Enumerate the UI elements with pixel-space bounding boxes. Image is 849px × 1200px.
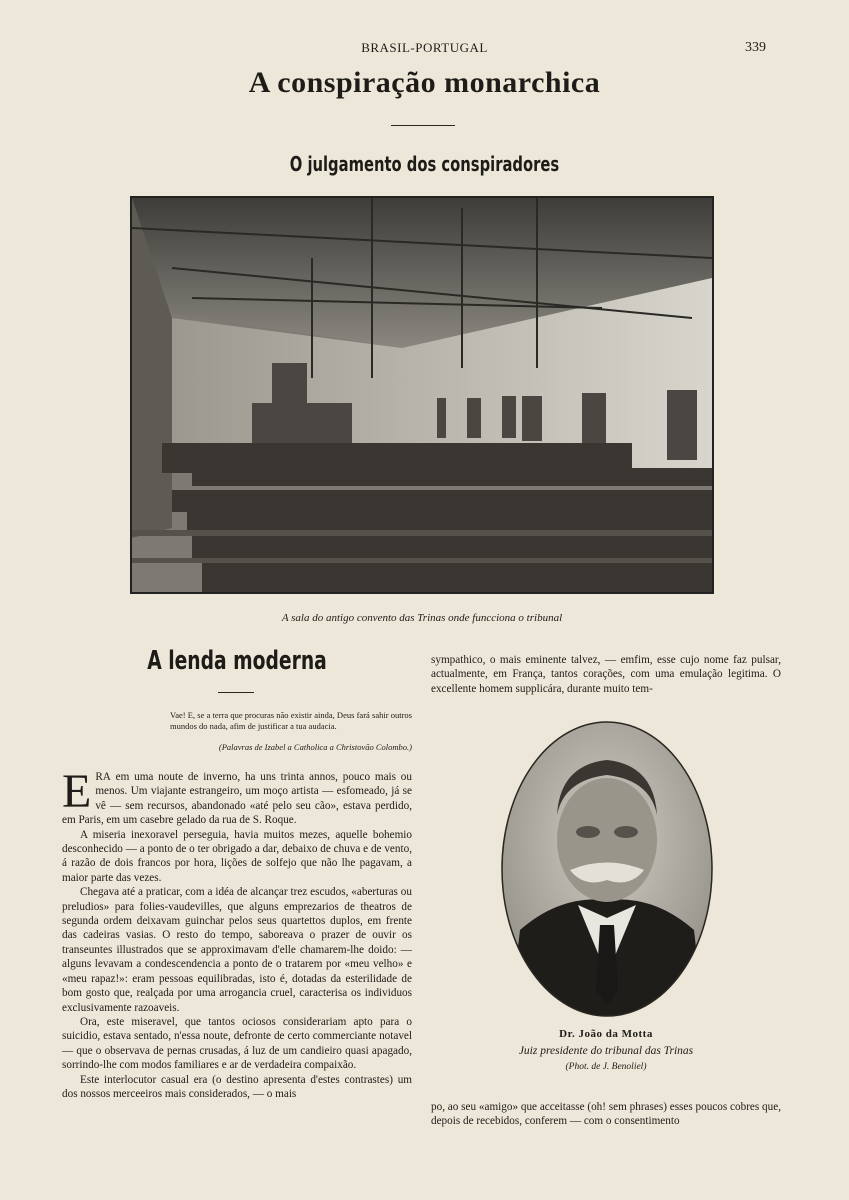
article-subtitle: O julgamento dos conspiradores — [289, 152, 560, 176]
paragraph-2: A miseria inexoravel perseguia, havia muitos mezes, aquelle bohemio desconhecido — a ponto de o ter obrigado a dar, debaixo de chuva e de vento, á razão de dois francos por hora, lições de solfejo que não lhe pagavam, a maior parte das vezes. — [62, 828, 412, 884]
title-divider — [391, 125, 455, 126]
article-body-right-top: sympathico, o mais eminente talvez, — emfim, esse cujo nome faz pulsar, actualmente, em França, tantos corações, com uma emulação legitima. O excellente homem supplicára, durante muito tem- — [431, 654, 781, 695]
epigraph: Vae! E, se a terra que procuras não existir ainda, Deus fará sahir outros mundos do nada, afim de justificar a tua audacia. — [170, 710, 412, 731]
paragraph-5: Este interlocutor casual era (o destino apresenta d'estes contrastes) um dos nossos merceeiros mais considerados, — o mais — [62, 1073, 412, 1100]
portrait-illustration — [500, 720, 714, 1018]
article-body-left — [62, 765, 412, 1101]
article-title: A conspiração monarchica — [248, 66, 601, 99]
section-title: A lenda moderna — [147, 646, 327, 676]
page-header — [0, 40, 849, 56]
page-number: 339 — [745, 40, 766, 55]
portrait-credit: (Phot. de J. Benoliel) — [565, 1062, 647, 1072]
article-body-right-bottom: po, ao seu «amigo» que acceitasse (oh! sem phrases) esses poucos cobres que, depois de recebidos, conferem — com o consentimento — [431, 1101, 781, 1128]
paragraph-1 — [62, 765, 412, 828]
courtroom-illustration — [132, 198, 712, 592]
section-divider — [218, 692, 254, 693]
drop-cap: E — [62, 765, 92, 818]
portrait-name: Dr. João da Motta — [559, 1028, 653, 1040]
journal-name: BRASIL-PORTUGAL — [361, 40, 488, 55]
paragraph-1-text: em uma noute de inverno, ha uns trinta annos, pouco mais ou menos. Um viajante estrangeiro, um moço artista — esfomeado, já se vê — sem recursos, abandonado «até pelo seu cão», estava perdido, em Paris, em um casebre gelado da rua de S. Roque. — [62, 771, 412, 827]
epigraph-source: (Palavras de Izabel a Catholica a Christovão Colombo.) — [218, 742, 412, 752]
photo-caption: A sala do antigo convento das Trinas onde funcciona o tribunal — [281, 612, 563, 624]
paragraph-3: Chegava até a praticar, com a idéa de alcançar trez escudos, «aberturas ou preludios» para folies-vaudevilles, que alguns emprezarios de theatros de segunda ordem deixavam guinchar pelos seus quartettos duplos, em frente das cadeiras vasias. O resto do tempo, saboreava o prazer de ouvir os transeuntes illustrados que se approximavam d'elle chamarem-lhe doido: — alguns levavam a condescendencia a ponto de o tratarem por «meu velho» e «meu rapaz!»: eram pessoas equilibradas, isto é, dotadas da esterilidade de bom gosto que, realçada por uma arrogancia cruel, caracterisa os individuos exclusivamente razoaveis. — [62, 886, 412, 1014]
portrait-photo — [500, 720, 714, 1018]
paragraph-4: Ora, este miseravel, que tantos ociosos considerariam apto para o suicidio, estava sentado, n'essa noute, defronte de certo commerciante notavel — que o observava de pernas crusadas, á luz de um candieiro quasi apagado, sorrindo-lhe com modos familiares e ar de verdadeira compaixão. — [62, 1015, 412, 1072]
paragraph-1-lead: RA — [95, 771, 111, 783]
courtroom-photo — [130, 196, 714, 594]
portrait-role: Juiz presidente do tribunal das Trinas — [518, 1045, 694, 1057]
